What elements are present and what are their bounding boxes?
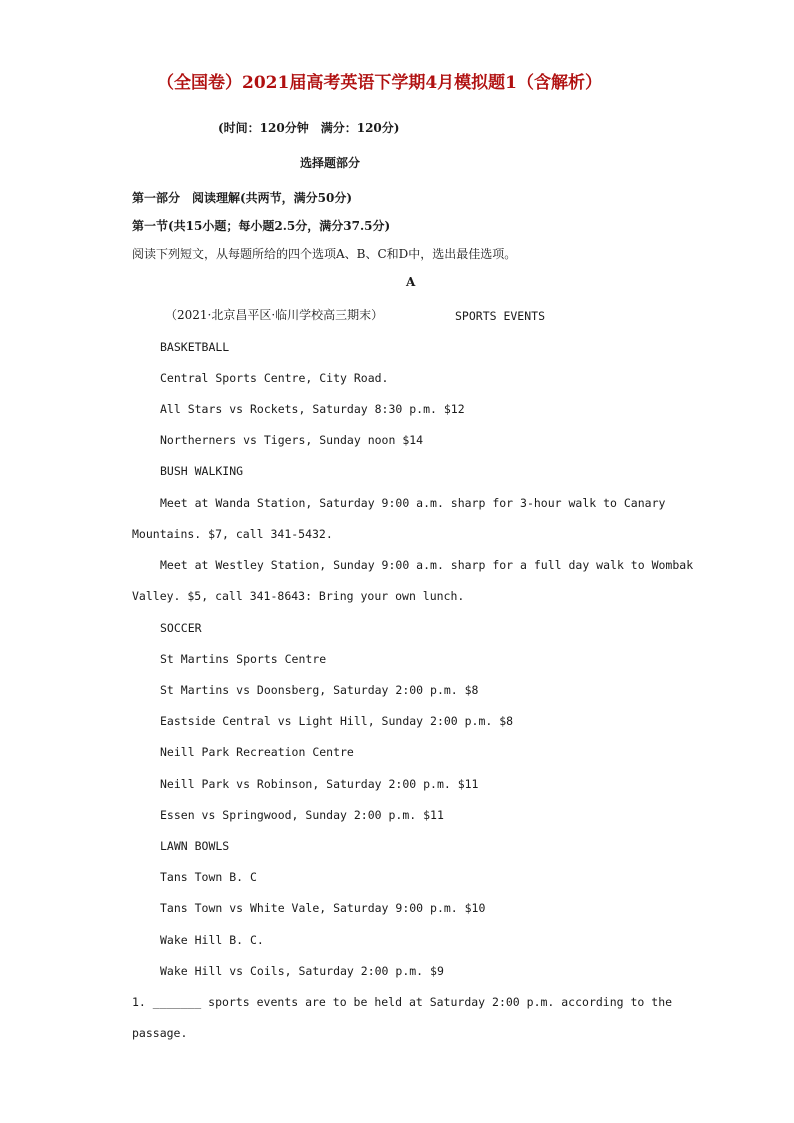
soccer-game-1: St Martins vs Doonsberg, Saturday 2:00 p.m. $8 <box>160 683 479 697</box>
soccer-game-4: Essen vs Springwood, Sunday 2:00 p.m. $11 <box>160 808 444 822</box>
lawn-bowls-heading: LAWN BOWLS <box>160 839 230 853</box>
soccer-game-2: Eastside Central vs Light Hill, Sunday 2:00 p.m. $8 <box>160 714 514 728</box>
bush-walk-2-line-1: Meet at Westley Station, Sunday 9:00 a.m. sharp for a full day walk to Wombak <box>160 558 694 572</box>
bush-walk-1-line-1: Meet at Wanda Station, Saturday 9:00 a.m. sharp for 3-hour walk to Canary <box>160 496 666 510</box>
soccer-game-3: Neill Park vs Robinson, Saturday 2:00 p.m. $11 <box>160 777 479 791</box>
instructions: 阅读下列短文，从每题所给的四个选项A、B、C和D中，选出最佳选项。 <box>132 247 517 261</box>
subsection-heading: 第一节(共15小题；每小题2.5分，满分37.5分) <box>132 219 391 233</box>
bush-walk-1-line-2: Mountains. $7, call 341-5432. <box>132 527 333 541</box>
soccer-heading: SOCCER <box>160 621 202 635</box>
lawn-venue-1: Tans Town B. C <box>160 870 257 884</box>
bush-walk-2-line-2: Valley. $5, call 341-8643: Bring your own lunch. <box>132 589 465 603</box>
source-line: （2021·北京昌平区·临川学校高三期末） <box>165 308 384 322</box>
lawn-game-1: Tans Town vs White Vale, Saturday 9:00 p.m. $10 <box>160 901 486 915</box>
exam-info: (时间：120分钟 满分：120分) <box>218 121 400 135</box>
passage-title: SPORTS EVENTS <box>455 309 546 323</box>
basketball-heading: BASKETBALL <box>160 340 230 354</box>
bush-walking-heading: BUSH WALKING <box>160 464 244 478</box>
lawn-game-2: Wake Hill vs Coils, Saturday 2:00 p.m. $9 <box>160 964 444 978</box>
passage-label: A <box>406 275 416 289</box>
page-title: （全国卷）2021届高考英语下学期4月模拟题1（含解析） <box>157 73 602 93</box>
question-1-line-2: passage. <box>132 1026 188 1040</box>
basketball-game-1: All Stars vs Rockets, Saturday 8:30 p.m. $12 <box>160 402 465 416</box>
soccer-venue-2: Neill Park Recreation Centre <box>160 745 354 759</box>
lawn-venue-2: Wake Hill B. C. <box>160 933 264 947</box>
basketball-game-2: Northerners vs Tigers, Sunday noon $14 <box>160 433 424 447</box>
question-1-line-1: 1. _______ sports events are to be held at Saturday 2:00 p.m. according to the <box>132 995 673 1009</box>
part-heading: 第一部分 阅读理解(共两节，满分50分) <box>132 191 353 205</box>
soccer-venue-1: St Martins Sports Centre <box>160 652 327 666</box>
basketball-venue: Central Sports Centre, City Road. <box>160 371 389 385</box>
section-heading: 选择题部分 <box>300 156 361 170</box>
